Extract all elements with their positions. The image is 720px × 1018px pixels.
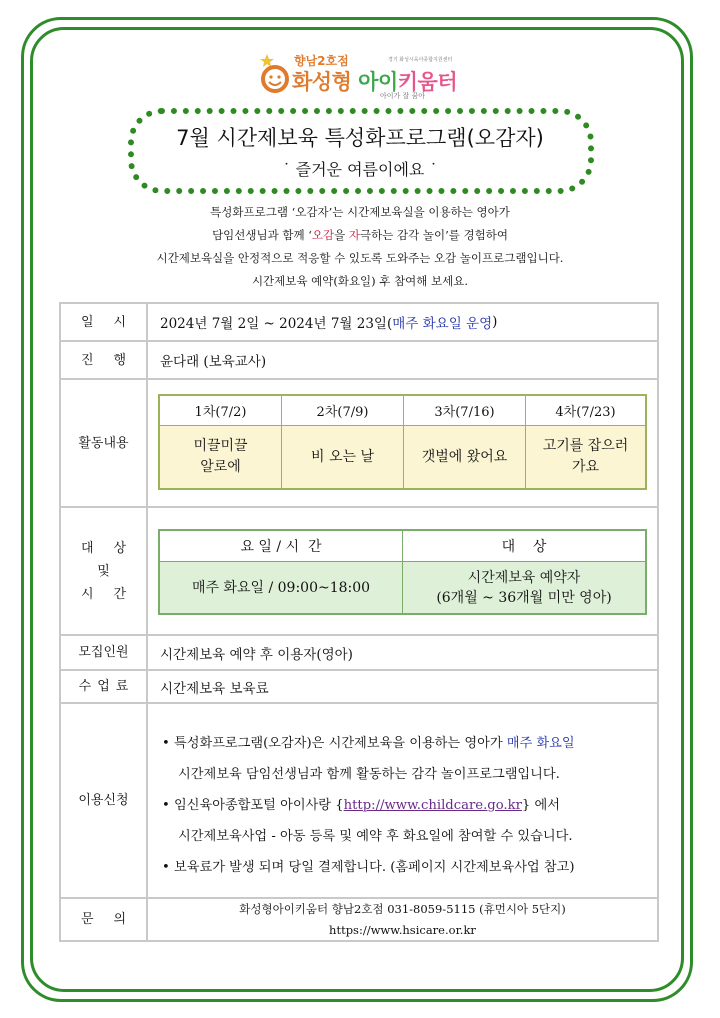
apply-bullet-2: • 임신육아종합포털 아이사랑 {http://www.childcare.go.kr} 에서 bbox=[162, 798, 560, 813]
label-target-time: 대상 및 시간 bbox=[61, 508, 148, 634]
label-activities: 활동내용 bbox=[61, 380, 148, 506]
label-recruit: 모집인원 bbox=[61, 636, 148, 669]
intro-text bbox=[80, 201, 640, 293]
intro-line-2: 담임선생님과 함께 ‘오감을 자극하는 감각 놀이’를 경험하여 bbox=[212, 228, 508, 242]
logo-branch: 향남2호점 bbox=[294, 54, 349, 68]
schedule-header-target: 대 상 bbox=[403, 531, 645, 562]
logo-name: 화성형 아이키움터 bbox=[292, 70, 458, 94]
label-fee: 수업료 bbox=[61, 671, 148, 702]
row-apply bbox=[61, 704, 657, 899]
schedule-header-time: 요 일 / 시 간 bbox=[160, 531, 403, 562]
row-period bbox=[61, 304, 657, 342]
label-period: 일시 bbox=[61, 304, 148, 340]
apply-bullet-1: • 특성화프로그램(오감자)은 시간제보육을 이용하는 영아가 매주 화요일 bbox=[162, 736, 575, 751]
activity-item-3: 갯벌에 왔어요 bbox=[404, 426, 526, 488]
label-contact: 문의 bbox=[61, 899, 148, 940]
activities-table bbox=[158, 394, 647, 490]
page-subtitle: ˙ 즐거운 여름이에요 ˙ bbox=[282, 160, 438, 179]
logo-partner: 경기 화성시육아종합지원센터 bbox=[388, 57, 453, 63]
value-host: 윤다래 (보육교사) bbox=[160, 354, 267, 370]
contact-website[interactable]: https://www.hsicare.or.kr bbox=[329, 922, 476, 937]
intro-line-3: 시간제보육실을 안정적으로 적응할 수 있도록 도와주는 오감 놀이프로그램입니다. bbox=[156, 251, 564, 265]
schedule-table bbox=[158, 529, 647, 615]
row-recruit bbox=[61, 636, 657, 671]
activity-header-3: 3차(7/16) bbox=[404, 396, 526, 426]
activity-header-1: 1차(7/2) bbox=[160, 396, 282, 426]
apply-bullet-2-cont: 시간제보육사업 - 아동 등록 및 예약 후 화요일에 참여할 수 있습니다. bbox=[178, 829, 573, 844]
program-info-table bbox=[59, 302, 659, 942]
value-contact bbox=[148, 899, 657, 940]
contact-address: 화성형아이키움터 향남2호점 031-8059-5115 (휴먼시아 5단지) bbox=[239, 901, 566, 916]
row-fee bbox=[61, 671, 657, 704]
logo bbox=[258, 50, 468, 106]
apply-bullet-3: • 보육료가 발생 되며 당일 결제합니다. (홈페이지 시간제보육사업 참고) bbox=[162, 860, 575, 875]
intro-line-1: 특성화프로그램 ‘오감자’는 시간제보육실을 이용하는 영아가 bbox=[210, 205, 510, 219]
label-apply: 이용신청 bbox=[61, 704, 148, 897]
schedule-target: 시간제보육 예약자 (6개월 ~ 36개월 미만 영아) bbox=[403, 562, 645, 613]
row-target-time bbox=[61, 508, 657, 636]
apply-bullets bbox=[162, 728, 575, 883]
value-fee: 시간제보육 보육료 bbox=[160, 680, 269, 697]
intro-line-4: 시간제보육 예약(화요일) 후 참여해 보세요. bbox=[251, 274, 469, 288]
row-contact bbox=[61, 899, 657, 940]
childcare-link[interactable]: http://www.childcare.go.kr bbox=[343, 798, 522, 813]
logo-tagline: 아이가 잘 꿈아 bbox=[380, 92, 426, 100]
activity-item-4: 고기를 잡으러 가요 bbox=[526, 426, 645, 488]
label-host: 진행 bbox=[61, 342, 148, 378]
row-host bbox=[61, 342, 657, 380]
value-recruit: 시간제보육 예약 후 이용자(영아) bbox=[160, 646, 353, 663]
row-activities bbox=[61, 380, 657, 508]
activity-header-2: 2차(7/9) bbox=[282, 396, 404, 426]
value-period: 2024년 7월 2일 ~ 2024년 7월 23일( 매주 화요일 운영 ) bbox=[160, 314, 498, 332]
apply-bullet-1-cont: 시간제보육 담임선생님과 함께 활동하는 감각 놀이프로그램입니다. bbox=[178, 767, 560, 782]
activity-header-4: 4차(7/23) bbox=[526, 396, 645, 426]
schedule-time: 매주 화요일 / 09:00~18:00 bbox=[160, 562, 403, 613]
page-title: 7월 시간제보육 특성화프로그램(오감자) bbox=[176, 126, 544, 150]
smile-logo-icon bbox=[258, 54, 292, 94]
activity-item-2: 비 오는 날 bbox=[282, 426, 404, 488]
activity-item-1: 미끌미끌 알로에 bbox=[160, 426, 282, 488]
